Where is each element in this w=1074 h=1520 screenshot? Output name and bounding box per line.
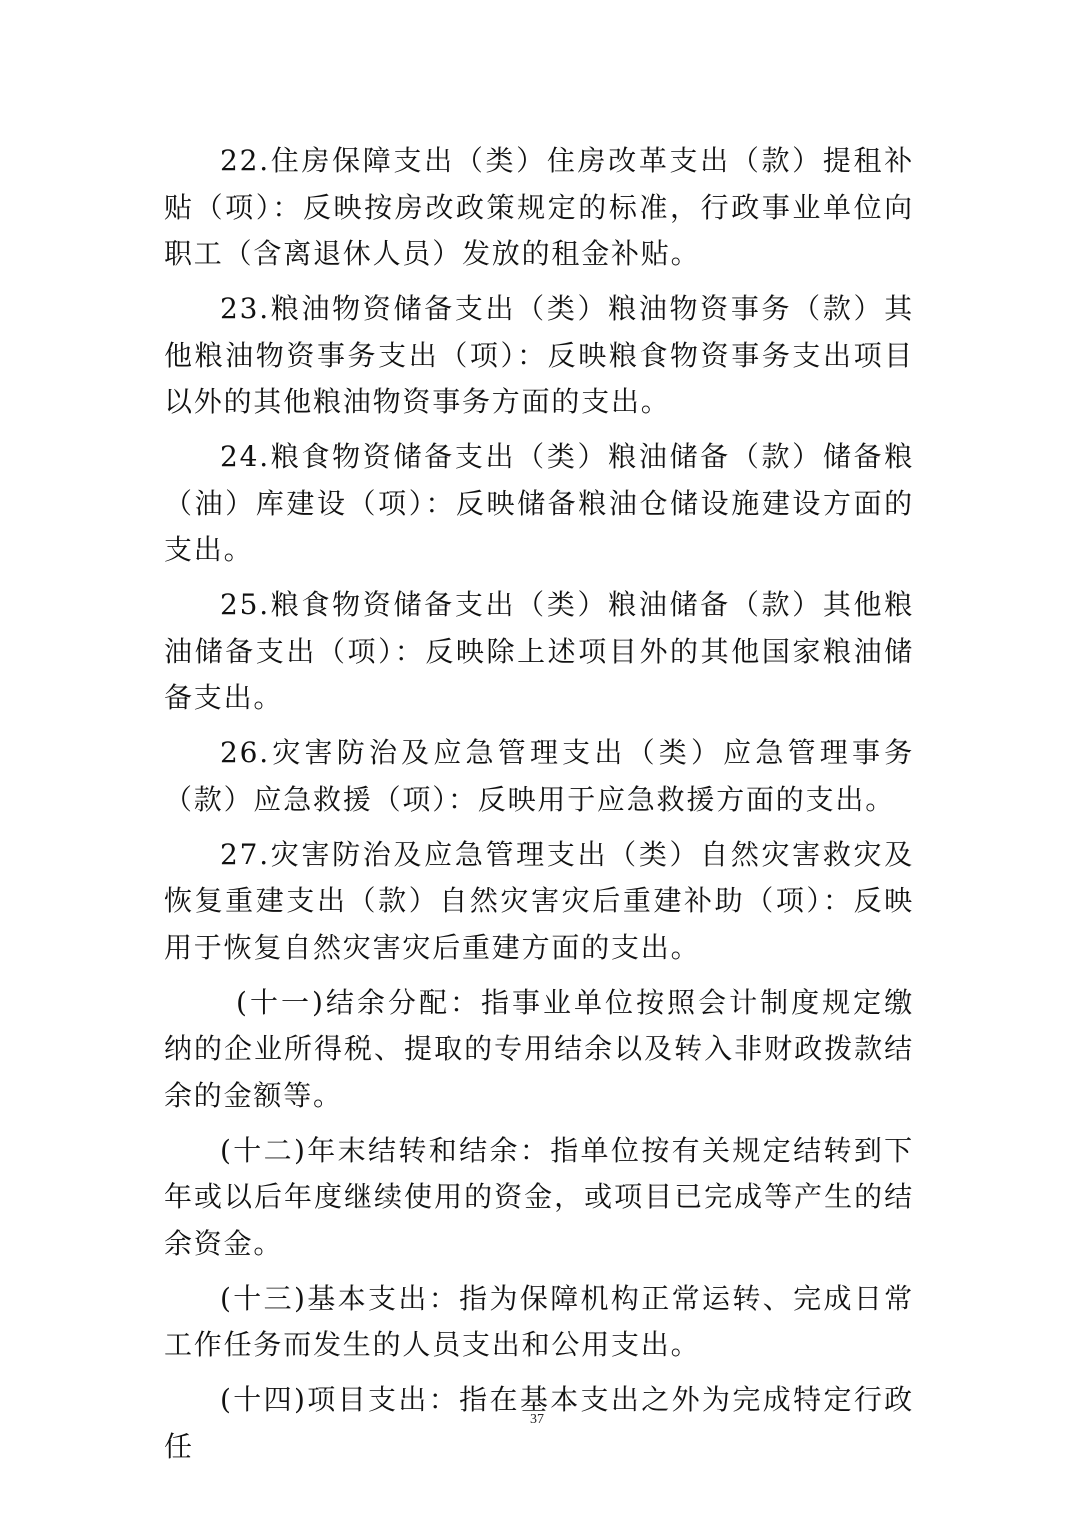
paragraph-section-13: (十三)基本支出：指为保障机构正常运转、完成日常工作任务而发生的人员支出和公用支出。 (164, 1281, 914, 1361)
paragraph-26: 26.灾害防治及应急管理支出（类）应急管理事务（款）应急救援（项）：反映用于应急救援方面的支出。 (164, 736, 914, 816)
paragraph-27: 27.灾害防治及应急管理支出（类）自然灾害救灾及恢复重建支出（款）自然灾害灾后重建补助（项）：反映用于恢复自然灾害灾后重建方面的支出。 (164, 837, 914, 964)
paragraph-section-12: (十二)年末结转和结余：指单位按有关规定结转到下年或以后年度继续使用的资金，或项目已完成等产生的结余资金。 (164, 1133, 914, 1260)
paragraph-23: 23.粮油物资储备支出（类）粮油物资事务（款）其他粮油物资事务支出（项）：反映粮食物资事务支出项目以外的其他粮油物资事务方面的支出。 (164, 292, 914, 418)
paragraph-section-11: (十一)结余分配：指事业单位按照会计制度规定缴纳的企业所得税、提取的专用结余以及转入非财政拨款结余的金额等。 (164, 985, 914, 1112)
paragraph-section-14: (十四)项目支出：指在基本支出之外为完成特定行政任 (164, 1383, 914, 1463)
paragraph-22: 22.住房保障支出（类）住房改革支出（款）提租补贴（项）：反映按房改政策规定的标准，行政事业单位向职工（含离退休人员）发放的租金补贴。 (164, 144, 914, 270)
page-number: 37 (530, 1412, 544, 1427)
paragraph-24: 24.粮食物资储备支出（类）粮油储备（款）储备粮（油）库建设（项）：反映储备粮油仓储设施建设方面的支出。 (164, 440, 914, 566)
page-body (164, 138, 914, 1470)
paragraph-25: 25.粮食物资储备支出（类）粮油储备（款）其他粮油储备支出（项）：反映除上述项目外的其他国家粮油储备支出。 (164, 588, 914, 714)
